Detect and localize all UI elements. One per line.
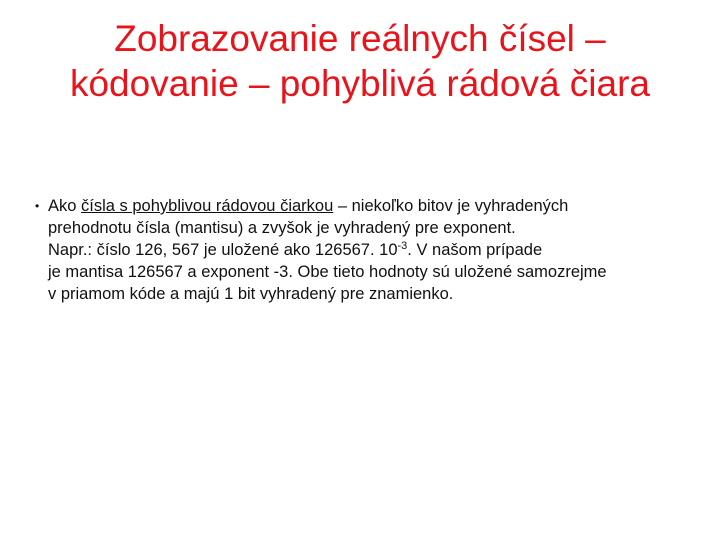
slide-title	[20, 16, 700, 106]
exponent-superscript: -3	[397, 240, 408, 252]
line1-text-start: Ako	[48, 197, 82, 215]
line1-text-end: – niekoľko bitov je vyhradených	[333, 197, 569, 215]
line3-text-start: Napr.: číslo 126, 567 je uložené ako 126567. 10	[48, 241, 398, 259]
bullet-icon: •	[35, 199, 40, 213]
title-line-2: kódovanie – pohyblivá rádová čiara	[69, 63, 651, 104]
bullet-paragraph	[35, 195, 695, 305]
line3-text-end: . V našom prípade	[407, 241, 543, 259]
underlined-term: čísla s pohyblivou rádovou čiarkou	[81, 197, 334, 215]
paragraph-line-4: je mantisa 126567 a exponent -3. Obe tieto hodnoty sú uložené samozrejme	[48, 263, 607, 281]
title-line-1: Zobrazovanie reálnych čísel –	[114, 18, 606, 59]
paragraph-line-1	[35, 195, 695, 217]
paragraph-line-5: v priamom kóde a majú 1 bit vyhradený pre znamienko.	[48, 285, 454, 303]
paragraph-line-2: prehodnotu čísla (mantisu) a zvyšok je vyhradený pre exponent.	[48, 219, 516, 237]
paragraph-line-3	[35, 239, 695, 261]
